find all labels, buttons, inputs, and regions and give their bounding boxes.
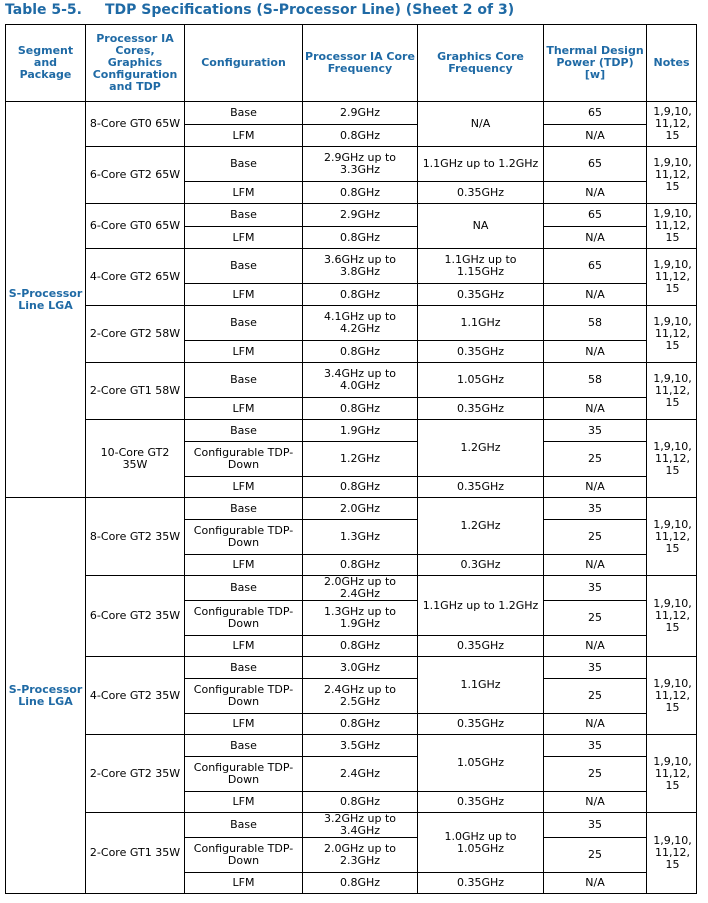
tdp-cell: 35	[544, 576, 647, 601]
header-ia-frequency: Processor IA Core Frequency	[303, 25, 418, 102]
table-row	[6, 420, 697, 442]
tdp-cell: 25	[544, 838, 647, 873]
tdp-cell: N/A	[544, 792, 647, 813]
ia-frequency-cell: 0.8GHz	[303, 873, 418, 894]
configuration-cell: Base	[185, 420, 303, 442]
notes-cell: 1,9,10, 11,12, 15	[647, 102, 697, 147]
notes-cell: 1,9,10, 11,12, 15	[647, 576, 697, 657]
tdp-cell: 35	[544, 657, 647, 679]
table-row	[6, 147, 697, 182]
tdp-cell: N/A	[544, 555, 647, 576]
notes-cell: 1,9,10, 11,12, 15	[647, 147, 697, 204]
graphics-frequency-cell: 0.35GHz	[418, 284, 544, 306]
graphics-frequency-cell: 0.35GHz	[418, 792, 544, 813]
sku-cell: 6-Core GT2 35W	[86, 576, 185, 657]
ia-frequency-cell: 3.0GHz	[303, 657, 418, 679]
tdp-cell: 35	[544, 498, 647, 520]
sku-cell: 2-Core GT1 35W	[86, 813, 185, 894]
tdp-cell: N/A	[544, 873, 647, 894]
configuration-cell: Configurable TDP-Down	[185, 442, 303, 477]
ia-frequency-cell: 2.9GHz	[303, 102, 418, 125]
tdp-cell: N/A	[544, 125, 647, 147]
tdp-cell: 65	[544, 147, 647, 182]
configuration-cell: Base	[185, 249, 303, 284]
configuration-cell: Base	[185, 735, 303, 757]
ia-frequency-cell: 2.0GHz	[303, 498, 418, 520]
graphics-frequency-cell: 1.1GHz up to 1.15GHz	[418, 249, 544, 284]
ia-frequency-cell: 1.9GHz	[303, 420, 418, 442]
notes-cell: 1,9,10, 11,12, 15	[647, 363, 697, 420]
notes-cell: 1,9,10, 11,12, 15	[647, 420, 697, 498]
ia-frequency-cell: 0.8GHz	[303, 125, 418, 147]
sku-cell: 2-Core GT2 58W	[86, 306, 185, 363]
ia-frequency-cell: 0.8GHz	[303, 792, 418, 813]
ia-frequency-cell: 1.2GHz	[303, 442, 418, 477]
configuration-cell: LFM	[185, 792, 303, 813]
graphics-frequency-cell: 0.35GHz	[418, 636, 544, 657]
tdp-cell: 35	[544, 813, 647, 838]
ia-frequency-cell: 0.8GHz	[303, 636, 418, 657]
table-row	[6, 735, 697, 757]
table-row	[6, 813, 697, 838]
configuration-cell: LFM	[185, 398, 303, 420]
tdp-cell: 35	[544, 420, 647, 442]
header-graphics-frequency: Graphics Core Frequency	[418, 25, 544, 102]
tdp-cell: N/A	[544, 398, 647, 420]
header-configuration: Configuration	[185, 25, 303, 102]
graphics-frequency-cell: 0.35GHz	[418, 477, 544, 498]
configuration-cell: LFM	[185, 284, 303, 306]
configuration-cell: Base	[185, 576, 303, 601]
tdp-cell: 65	[544, 249, 647, 284]
tdp-cell: 65	[544, 102, 647, 125]
ia-frequency-cell: 2.0GHz up to 2.3GHz	[303, 838, 418, 873]
configuration-cell: Configurable TDP-Down	[185, 520, 303, 555]
configuration-cell: Configurable TDP-Down	[185, 757, 303, 792]
notes-cell: 1,9,10, 11,12, 15	[647, 249, 697, 306]
ia-frequency-cell: 2.9GHz up to 3.3GHz	[303, 147, 418, 182]
graphics-frequency-cell: 1.0GHz up to 1.05GHz	[418, 813, 544, 873]
configuration-cell: LFM	[185, 636, 303, 657]
segment-cell: S-Processor Line LGA	[6, 102, 86, 498]
ia-frequency-cell: 0.8GHz	[303, 398, 418, 420]
ia-frequency-cell: 0.8GHz	[303, 284, 418, 306]
ia-frequency-cell: 4.1GHz up to 4.2GHz	[303, 306, 418, 341]
graphics-frequency-cell: 1.05GHz	[418, 735, 544, 792]
header-tdp: Thermal Design Power (TDP) [w]	[544, 25, 647, 102]
configuration-cell: Base	[185, 147, 303, 182]
ia-frequency-cell: 3.6GHz up to 3.8GHz	[303, 249, 418, 284]
tdp-cell: 58	[544, 363, 647, 398]
tdp-cell: 65	[544, 204, 647, 227]
sku-cell: 6-Core GT2 65W	[86, 147, 185, 204]
ia-frequency-cell: 2.4GHz	[303, 757, 418, 792]
ia-frequency-cell: 3.2GHz up to 3.4GHz	[303, 813, 418, 838]
table-row	[6, 306, 697, 341]
tdp-cell: N/A	[544, 227, 647, 249]
notes-cell: 1,9,10, 11,12, 15	[647, 306, 697, 363]
sku-cell: 2-Core GT2 35W	[86, 735, 185, 813]
configuration-cell: Base	[185, 498, 303, 520]
notes-cell: 1,9,10, 11,12, 15	[647, 657, 697, 735]
configuration-cell: LFM	[185, 125, 303, 147]
ia-frequency-cell: 1.3GHz up to 1.9GHz	[303, 601, 418, 636]
table-row	[6, 498, 697, 520]
configuration-cell: Base	[185, 306, 303, 341]
sku-cell: 8-Core GT2 35W	[86, 498, 185, 576]
ia-frequency-cell: 0.8GHz	[303, 477, 418, 498]
graphics-frequency-cell: 0.35GHz	[418, 714, 544, 735]
sku-cell: 8-Core GT0 65W	[86, 102, 185, 147]
table-row	[6, 363, 697, 398]
table-row	[6, 102, 697, 125]
ia-frequency-cell: 0.8GHz	[303, 182, 418, 204]
ia-frequency-cell: 0.8GHz	[303, 227, 418, 249]
notes-cell: 1,9,10, 11,12, 15	[647, 204, 697, 249]
header-segment: Segment and Package	[6, 25, 86, 102]
configuration-cell: LFM	[185, 477, 303, 498]
ia-frequency-cell: 0.8GHz	[303, 714, 418, 735]
ia-frequency-cell: 0.8GHz	[303, 341, 418, 363]
configuration-cell: Configurable TDP-Down	[185, 679, 303, 714]
tdp-cell: N/A	[544, 341, 647, 363]
header-notes: Notes	[647, 25, 697, 102]
configuration-cell: Base	[185, 363, 303, 398]
graphics-frequency-cell: 0.35GHz	[418, 341, 544, 363]
tdp-spec-table	[5, 24, 697, 894]
graphics-frequency-cell: 1.1GHz up to 1.2GHz	[418, 576, 544, 636]
header-row	[6, 25, 697, 102]
table-caption: TDP Specifications (S-Processor Line) (Sheet 2 of 3)	[105, 2, 515, 18]
ia-frequency-cell: 2.0GHz up to 2.4GHz	[303, 576, 418, 601]
header-cores: Processor IA Cores, Graphics Configuration and TDP	[86, 25, 185, 102]
table-row	[6, 576, 697, 601]
table-row	[6, 249, 697, 284]
configuration-cell: LFM	[185, 873, 303, 894]
graphics-frequency-cell: 1.1GHz	[418, 306, 544, 341]
tdp-cell: N/A	[544, 636, 647, 657]
graphics-frequency-cell: 1.1GHz	[418, 657, 544, 714]
configuration-cell: Base	[185, 813, 303, 838]
configuration-cell: Base	[185, 657, 303, 679]
notes-cell: 1,9,10, 11,12, 15	[647, 813, 697, 894]
tdp-cell: N/A	[544, 714, 647, 735]
notes-cell: 1,9,10, 11,12, 15	[647, 498, 697, 576]
tdp-cell: 25	[544, 757, 647, 792]
sku-cell: 2-Core GT1 58W	[86, 363, 185, 420]
sku-cell: 6-Core GT0 65W	[86, 204, 185, 249]
configuration-cell: LFM	[185, 227, 303, 249]
table-title	[5, 2, 514, 22]
tdp-cell: N/A	[544, 284, 647, 306]
configuration-cell: LFM	[185, 341, 303, 363]
tdp-cell: 25	[544, 601, 647, 636]
segment-cell: S-Processor Line LGA	[6, 498, 86, 894]
table-number: Table 5-5.	[5, 2, 82, 18]
ia-frequency-cell: 2.4GHz up to 2.5GHz	[303, 679, 418, 714]
configuration-cell: Configurable TDP-Down	[185, 838, 303, 873]
tdp-cell: N/A	[544, 477, 647, 498]
sku-cell: 10-Core GT2 35W	[86, 420, 185, 498]
sku-cell: 4-Core GT2 65W	[86, 249, 185, 306]
ia-frequency-cell: 1.3GHz	[303, 520, 418, 555]
graphics-frequency-cell: N/A	[418, 102, 544, 147]
graphics-frequency-cell: 1.2GHz	[418, 498, 544, 555]
configuration-cell: LFM	[185, 714, 303, 735]
tdp-cell: 58	[544, 306, 647, 341]
sku-cell: 4-Core GT2 35W	[86, 657, 185, 735]
graphics-frequency-cell: 0.35GHz	[418, 182, 544, 204]
configuration-cell: Base	[185, 102, 303, 125]
graphics-frequency-cell: 0.35GHz	[418, 873, 544, 894]
ia-frequency-cell: 3.4GHz up to 4.0GHz	[303, 363, 418, 398]
graphics-frequency-cell: NA	[418, 204, 544, 249]
graphics-frequency-cell: 0.3GHz	[418, 555, 544, 576]
configuration-cell: Base	[185, 204, 303, 227]
tdp-cell: 25	[544, 442, 647, 477]
tdp-cell: 25	[544, 520, 647, 555]
ia-frequency-cell: 0.8GHz	[303, 555, 418, 576]
ia-frequency-cell: 2.9GHz	[303, 204, 418, 227]
graphics-frequency-cell: 1.1GHz up to 1.2GHz	[418, 147, 544, 182]
configuration-cell: LFM	[185, 182, 303, 204]
table-row	[6, 657, 697, 679]
graphics-frequency-cell: 0.35GHz	[418, 398, 544, 420]
configuration-cell: LFM	[185, 555, 303, 576]
table-row	[6, 204, 697, 227]
ia-frequency-cell: 3.5GHz	[303, 735, 418, 757]
tdp-cell: N/A	[544, 182, 647, 204]
configuration-cell: Configurable TDP-Down	[185, 601, 303, 636]
tdp-cell: 35	[544, 735, 647, 757]
graphics-frequency-cell: 1.05GHz	[418, 363, 544, 398]
notes-cell: 1,9,10, 11,12, 15	[647, 735, 697, 813]
graphics-frequency-cell: 1.2GHz	[418, 420, 544, 477]
tdp-cell: 25	[544, 679, 647, 714]
